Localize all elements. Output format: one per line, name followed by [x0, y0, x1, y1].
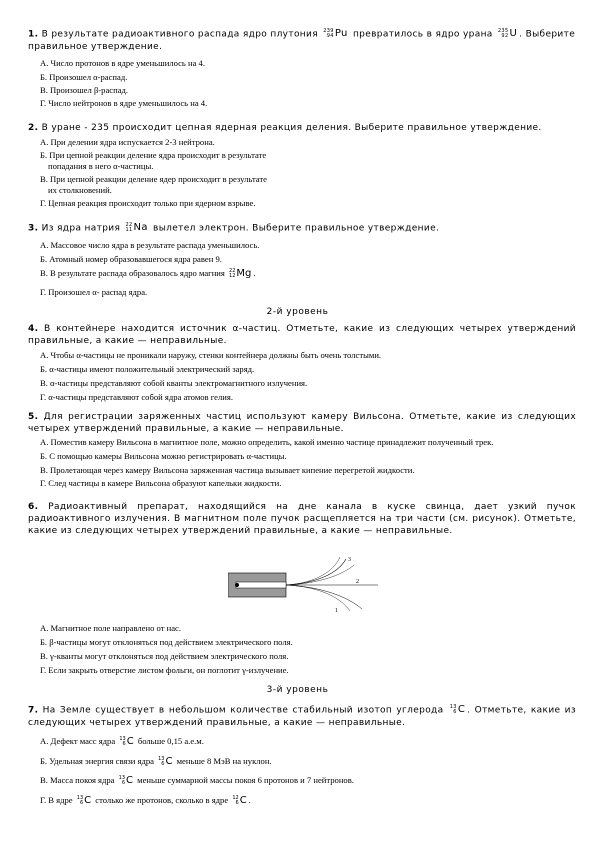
option-d: Г. В ядре 13 6 C столько же протонов, сколько в ядре 12 6 C . [40, 794, 251, 807]
option-a: А. При делении ядра испускается 2-3 нейтрона. [40, 137, 215, 147]
question-4 [28, 323, 576, 347]
option-c: В. При цепной реакции деление ядер происходит в результате [40, 174, 267, 184]
question-text: Из ядра натрия [41, 223, 121, 234]
question-text: Для регистрации заряженных частиц используют камеру Вильсона. Отметьте, какие из следующих четырех утверждений правильные, а какие — неправильные. [28, 412, 576, 434]
option-c: В. В результате распада образовалось ядро магния 22 12 Mg . [40, 267, 256, 280]
question-number: 6. [28, 502, 39, 512]
question-text: На Земле существует в небольшом количестве стабильный изотоп углерода [42, 705, 444, 716]
lead-channel [236, 582, 286, 588]
radiation-beam-figure [228, 553, 390, 615]
question-number: 7. [28, 705, 39, 716]
question-text: В контейнере находится источник α-частиц. Отметьте, какие из следующих четырех утверждений правильные, а какие — неправильные. [28, 324, 576, 346]
beam-label-1: 1 [335, 608, 338, 614]
option-d: Г. α-частицы представляют собой ядра атомов гелия. [40, 392, 233, 402]
question-text: вылетел электрон. Выберите правильное утверждение. [153, 223, 440, 234]
nuclide-u: 235 92 U [497, 27, 518, 39]
question-text: В результате радиоактивного распада ядро плутония [41, 29, 319, 40]
question-text: . Выберите правильное утверждение. [28, 29, 576, 52]
question-text: . Отметьте, какие из следующих четырех утверждений правильные, а какие — неправильные. [28, 705, 576, 728]
option-b: Б. При цепной реакции деление ядра происходит в результате [40, 150, 267, 160]
nuclide-c13: 13 6 C [449, 703, 466, 715]
nuclide-mg: 22 12 Mg [229, 267, 252, 280]
beam-path-3 [286, 559, 346, 585]
beam-label-2: 2 [356, 579, 359, 585]
option-b-cont: попадания в него α-частицы. [48, 161, 154, 171]
question-number: 3. [28, 223, 39, 234]
option-c: В. γ-кванты могут отклоняться под действием электрического поля. [40, 651, 289, 661]
nuclide-c13: 13 6 C [118, 774, 134, 787]
question-text: В уране - 235 происходит цепная ядерная реакция деления. Выберите правильное утверждение. [41, 123, 542, 133]
option-d: Г. Произошел α- распад ядра. [40, 287, 148, 297]
option-b: Б. Атомный номер образовавшегося ядра равен 9. [40, 254, 222, 264]
nuclide-c13: 13 6 C [119, 735, 134, 748]
question-text: превратилось в ядро урана [352, 29, 493, 40]
option-c-cont: их столкновений. [48, 185, 112, 195]
option-b: Б. β-частицы могут отклоняться под действием электрического поля. [40, 637, 293, 647]
question-number: 2. [28, 123, 39, 133]
option-c: В. α-частицы представляют собой кванты электромагнитного излучения. [40, 378, 308, 388]
question-2 [28, 122, 576, 134]
option-a: А. Число протонов в ядре уменьшилось на 4. [40, 58, 206, 68]
option-a: А. Поместив камеру Вильсона в магнитное поле, можно определить, какой именно частице принадлежит полученный трек. [40, 437, 494, 447]
option-a: А. Дефект масс ядра 13 6 C больше 0,15 а.е.м. [40, 735, 204, 748]
option-b: Б. Удельная энергия связи ядра 13 6 C меньше 8 МэВ на нуклон. [40, 755, 272, 768]
beam-label-3: 3 [348, 557, 351, 563]
nuclide-c13: 13 6 C [76, 794, 92, 807]
option-b: Б. С помощью камеры Вильсона можно регистрировать α-частицы. [40, 451, 287, 461]
option-b: Б. Произошел α-распад. [40, 72, 128, 82]
question-1 [28, 28, 576, 53]
nuclide-na: 22 11 Na [125, 221, 148, 233]
nuclide-pu: 239 94 Pu [323, 27, 348, 39]
level-heading: 3-й уровень [266, 685, 329, 695]
question-number: 1. [28, 29, 39, 40]
option-b: Б. α-частицы имеют положительный электрический заряд. [40, 364, 255, 374]
beam-path-3c [286, 565, 354, 585]
option-c: В. Масса покоя ядра 13 6 C меньше суммарной массы покоя 6 протонов и 7 нейтронов. [40, 774, 354, 787]
level-heading: 2-й уровень [266, 307, 329, 317]
radioactive-source [235, 583, 239, 587]
option-c: В. Пролетающая через камеру Вильсона заряженная частица вызывает кипение перегретой жидкости. [40, 465, 415, 475]
question-7 [28, 704, 576, 729]
question-text: Радиоактивный препарат, находящийся на дне канала в куске свинца, дает узкий пучок радиоактивного излучения. В магнитном поле пучок расщепляется на три части (см. рисунок). Отметьте, какие из следующих четырех утверждений правильные, а какие — неправильные. [28, 502, 576, 536]
option-a: А. Массовое число ядра в результате распада уменьшилось. [40, 240, 260, 250]
option-d: Г. След частицы в камере Вильсона образуют капельки жидкости. [40, 478, 282, 488]
question-3 [28, 222, 576, 235]
option-a: А. Магнитное поле направлено от нас. [40, 623, 181, 633]
option-d: Г. Число нейтронов в ядре уменьшилось на 4. [40, 98, 208, 108]
option-d: Г. Цепная реакция происходит только при ядерном взрыве. [40, 198, 256, 208]
beam-path-1 [286, 585, 362, 609]
question-5 [28, 411, 576, 435]
nuclide-c12: 12 6 C [232, 794, 247, 807]
option-c: В. Произошел β-распад. [40, 85, 129, 95]
nuclide-c13: 13 6 C [158, 755, 173, 768]
question-number: 4. [28, 324, 39, 334]
option-d: Г. Если закрыть отверстие листом фольги, он поглотит γ-излучение. [40, 665, 289, 675]
question-6 [28, 501, 576, 537]
question-number: 5. [28, 412, 39, 422]
option-a: А. Чтобы α-частицы не проникали наружу, стенки контейнера должны быть очень толстыми. [40, 350, 382, 360]
